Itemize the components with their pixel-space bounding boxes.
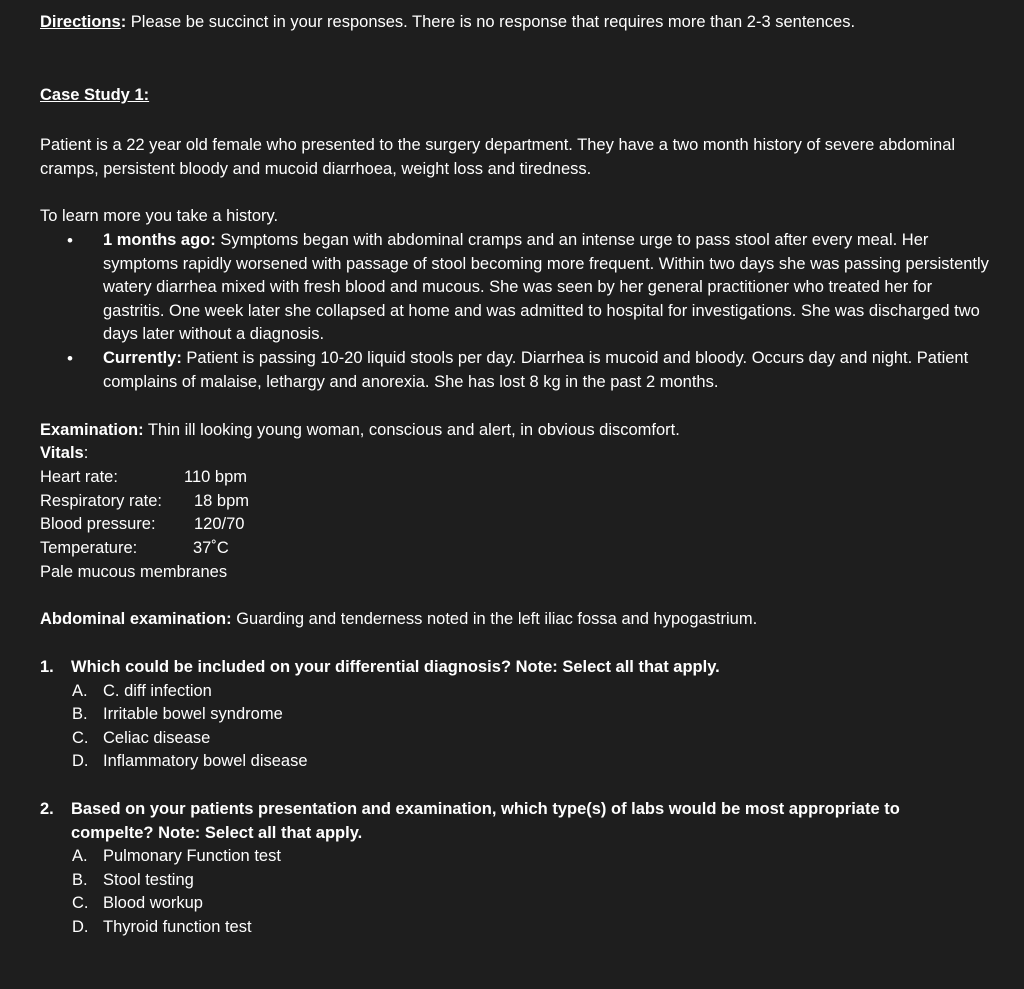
- question-number: 1.: [40, 658, 54, 676]
- option-text: C. diff infection: [103, 681, 212, 700]
- question-text: Which could be included on your differential diagnosis? Note: Select all that apply.: [71, 658, 720, 676]
- option-letter: D.: [72, 752, 89, 771]
- history-item-text: Symptoms began with abdominal cramps and an intense urge to pass stool after every meal. Her symptoms rapidly worsened with passage of stool becoming more frequent. Within two days she was passing persistently watery diarrhea mixed with fresh blood and mucous. She was seen by her general practitioner who treated her for gastritis. One week later she collapsed at home and was admitted to hospital for investigations. She was discharged two days later without a diagnosis.: [103, 231, 989, 344]
- option-item[interactable]: [40, 869, 980, 893]
- pale-mucous-membranes: Pale mucous membranes: [40, 563, 228, 581]
- directions: [40, 11, 994, 35]
- option-item[interactable]: [40, 680, 980, 704]
- directions-colon: :: [120, 13, 127, 31]
- option-item[interactable]: [40, 727, 980, 751]
- option-letter: A.: [72, 681, 88, 700]
- vital-label: Respiratory rate:: [40, 491, 162, 510]
- vitals-table: [40, 466, 994, 560]
- abdominal-examination: [40, 608, 994, 632]
- vital-row: [40, 466, 994, 490]
- option-letter: B.: [72, 705, 88, 724]
- vital-value: 18 bpm: [194, 491, 250, 510]
- vital-value: 37˚C: [193, 538, 229, 557]
- option-letter: B.: [72, 870, 88, 889]
- question-1: [40, 656, 980, 774]
- history-item: [40, 347, 990, 394]
- history-item-label: Currently:: [103, 348, 182, 367]
- option-text: Celiac disease: [103, 728, 211, 747]
- option-letter: C.: [72, 728, 89, 747]
- options-list: [40, 680, 980, 774]
- option-text: Stool testing: [103, 870, 194, 889]
- option-item[interactable]: [40, 916, 980, 940]
- option-text: Inflammatory bowel disease: [103, 752, 308, 771]
- examination-label: Examination:: [40, 421, 144, 439]
- history-list: [40, 229, 990, 394]
- vital-row: [40, 513, 994, 537]
- vital-value: 120/70: [194, 515, 245, 534]
- examination: [40, 419, 994, 443]
- directions-label: Directions: [40, 13, 121, 31]
- question-text: Based on your patients presentation and examination, which type(s) of labs would be most appropriate to compelte? Note: Select all that apply.: [71, 800, 900, 842]
- vital-row: [40, 490, 994, 514]
- question-2: [40, 798, 980, 940]
- history-item: [40, 229, 990, 347]
- options-list: [40, 845, 980, 939]
- intro-paragraph: Patient is a 22 year old female who presented to the surgery department. They have a two month history of severe abdominal cramps, persistent bloody and mucoid diarrhoea, weight loss and tiredness.: [40, 136, 956, 178]
- directions-text: Please be succinct in your responses. There is no response that requires more than 2-3 sentences.: [126, 13, 856, 31]
- history-item-label: 1 months ago:: [103, 231, 216, 249]
- vital-row: [40, 537, 994, 561]
- option-item[interactable]: [40, 750, 980, 774]
- option-item[interactable]: [40, 703, 980, 727]
- vital-label: Heart rate:: [40, 468, 118, 486]
- option-text: Irritable bowel syndrome: [103, 705, 283, 724]
- case-title: Case Study 1:: [40, 86, 150, 104]
- abdominal-text: Guarding and tenderness noted in the left iliac fossa and hypogastrium.: [231, 610, 758, 628]
- examination-text: Thin ill looking young woman, conscious and alert, in obvious discomfort.: [143, 421, 680, 439]
- history-lead: To learn more you take a history.: [40, 207, 279, 225]
- option-text: Pulmonary Function test: [103, 847, 281, 866]
- option-text: Blood workup: [103, 894, 203, 913]
- option-item[interactable]: [40, 845, 980, 869]
- option-letter: D.: [72, 917, 89, 936]
- option-letter: C.: [72, 894, 89, 913]
- vital-label: Blood pressure:: [40, 515, 156, 534]
- option-item[interactable]: [40, 892, 980, 916]
- vital-value: 110 bpm: [184, 468, 247, 486]
- history-item-text: Patient is passing 10-20 liquid stools per day. Diarrhea is mucoid and bloody. Occurs day and night. Patient complains of malaise, lethargy and anorexia. She has lost 8 kg in the past 2 months.: [103, 348, 969, 391]
- option-text: Thyroid function test: [103, 917, 252, 936]
- vitals-heading: Vitals:: [40, 444, 89, 462]
- option-letter: A.: [72, 847, 88, 866]
- abdominal-label: Abdominal examination:: [40, 610, 232, 628]
- vital-label: Temperature:: [40, 538, 138, 557]
- question-number: 2.: [40, 800, 54, 818]
